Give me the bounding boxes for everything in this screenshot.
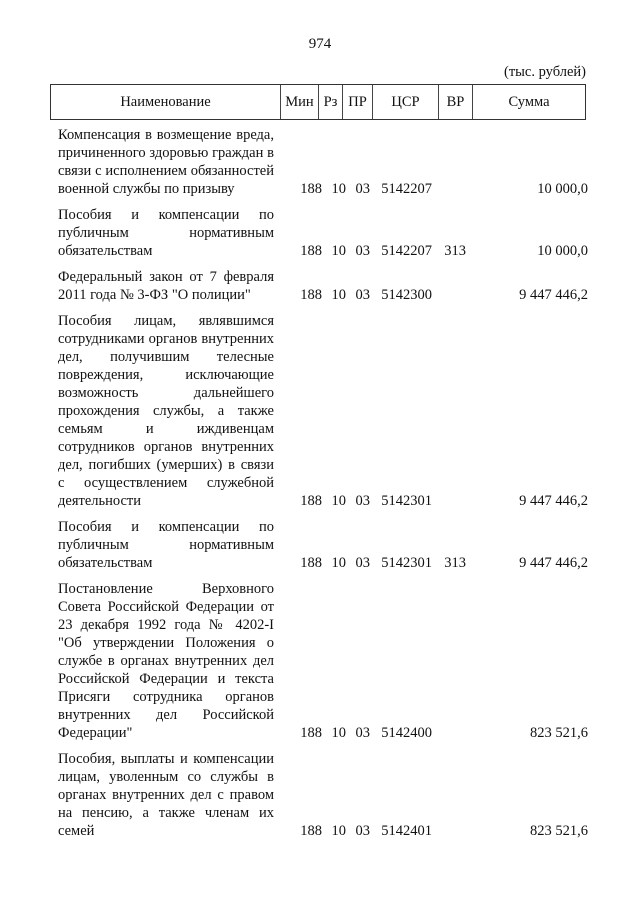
row-csr: 5142301 bbox=[381, 555, 432, 571]
row-rz: 10 bbox=[331, 493, 346, 509]
row-name: Федеральный закон от 7 февраля 2011 года № 3-ФЗ "О полиции" bbox=[58, 269, 274, 303]
table-header bbox=[50, 84, 586, 120]
table-body bbox=[58, 126, 588, 848]
row-pr: 03 bbox=[355, 725, 370, 741]
row-pr: 03 bbox=[355, 555, 370, 571]
row-name: Пособия и компенсации по публичным нормативным обязательствам bbox=[58, 519, 274, 571]
header-sum: Сумма bbox=[508, 93, 550, 110]
row-rz: 10 bbox=[331, 287, 346, 303]
row-csr: 5142300 bbox=[381, 287, 432, 303]
header-rz: Рз bbox=[319, 85, 343, 119]
row-pr: 03 bbox=[355, 287, 370, 303]
row-name: Компенсация в возмещение вреда, причиненного здоровью граждан в связи с исполнением обязанностей военной службы по призыву bbox=[58, 127, 274, 197]
row-min: 188 bbox=[300, 493, 322, 509]
row-min: 188 bbox=[300, 725, 322, 741]
row-name: Пособия и компенсации по публичным нормативным обязательствам bbox=[58, 207, 274, 259]
table-row bbox=[58, 312, 588, 510]
page-number: 974 bbox=[308, 36, 332, 52]
row-vr: 313 bbox=[444, 243, 466, 259]
row-vr: 313 bbox=[444, 555, 466, 571]
row-min: 188 bbox=[300, 287, 322, 303]
table-row bbox=[58, 580, 588, 742]
row-csr: 5142400 bbox=[381, 725, 432, 741]
row-sum: 9 447 446,2 bbox=[519, 493, 588, 509]
row-rz: 10 bbox=[331, 725, 346, 741]
row-name: Пособия, выплаты и компенсации лицам, уволенным со службы в органах внутренних дел с правом на пенсию, а также членам их семей bbox=[58, 751, 274, 839]
row-sum: 823 521,6 bbox=[530, 823, 588, 839]
row-name: Постановление Верховного Совета Российской Федерации от 23 декабря 1992 года № 4202-I "Об утверждении Положения о службе в органах внутренних дел Российской Федерации и текста Присяги сотрудника органов внутренних дел Российской Федерации" bbox=[58, 581, 274, 741]
header-vr: ВР bbox=[439, 85, 473, 119]
row-min: 188 bbox=[300, 555, 322, 571]
row-sum: 10 000,0 bbox=[537, 243, 588, 259]
table-row bbox=[58, 518, 588, 572]
table-row bbox=[58, 206, 588, 260]
row-min: 188 bbox=[300, 243, 322, 259]
row-pr: 03 bbox=[355, 181, 370, 197]
header-min: Мин bbox=[281, 85, 319, 119]
row-csr: 5142301 bbox=[381, 493, 432, 509]
row-pr: 03 bbox=[355, 823, 370, 839]
row-rz: 10 bbox=[331, 555, 346, 571]
header-name: Наименование bbox=[51, 85, 281, 119]
row-csr: 5142401 bbox=[381, 823, 432, 839]
row-csr: 5142207 bbox=[381, 243, 432, 259]
row-sum: 9 447 446,2 bbox=[519, 555, 588, 571]
row-csr: 5142207 bbox=[381, 181, 432, 197]
row-sum: 823 521,6 bbox=[530, 725, 588, 741]
row-name: Пособия лицам, являвшимся сотрудниками органов внутренних дел, получившим телесные повреждения, исключающие возможность дальнейшего прохождения службы, а также семьям и иждивенцам сотрудников органов внутренних дел, погибших (умерших) в связи с осуществлением служебной деятельности bbox=[58, 313, 274, 509]
row-rz: 10 bbox=[331, 823, 346, 839]
units-label: (тыс. рублей) bbox=[504, 64, 586, 80]
row-min: 188 bbox=[300, 181, 322, 197]
row-rz: 10 bbox=[331, 181, 346, 197]
row-sum: 9 447 446,2 bbox=[519, 287, 588, 303]
row-pr: 03 bbox=[355, 243, 370, 259]
table-row bbox=[58, 750, 588, 840]
row-pr: 03 bbox=[355, 493, 370, 509]
row-min: 188 bbox=[300, 823, 322, 839]
row-rz: 10 bbox=[331, 243, 346, 259]
table-row bbox=[58, 126, 588, 198]
header-pr: ПР bbox=[343, 85, 373, 119]
header-csr: ЦСР bbox=[373, 85, 439, 119]
row-sum: 10 000,0 bbox=[537, 181, 588, 197]
table-row bbox=[58, 268, 588, 304]
